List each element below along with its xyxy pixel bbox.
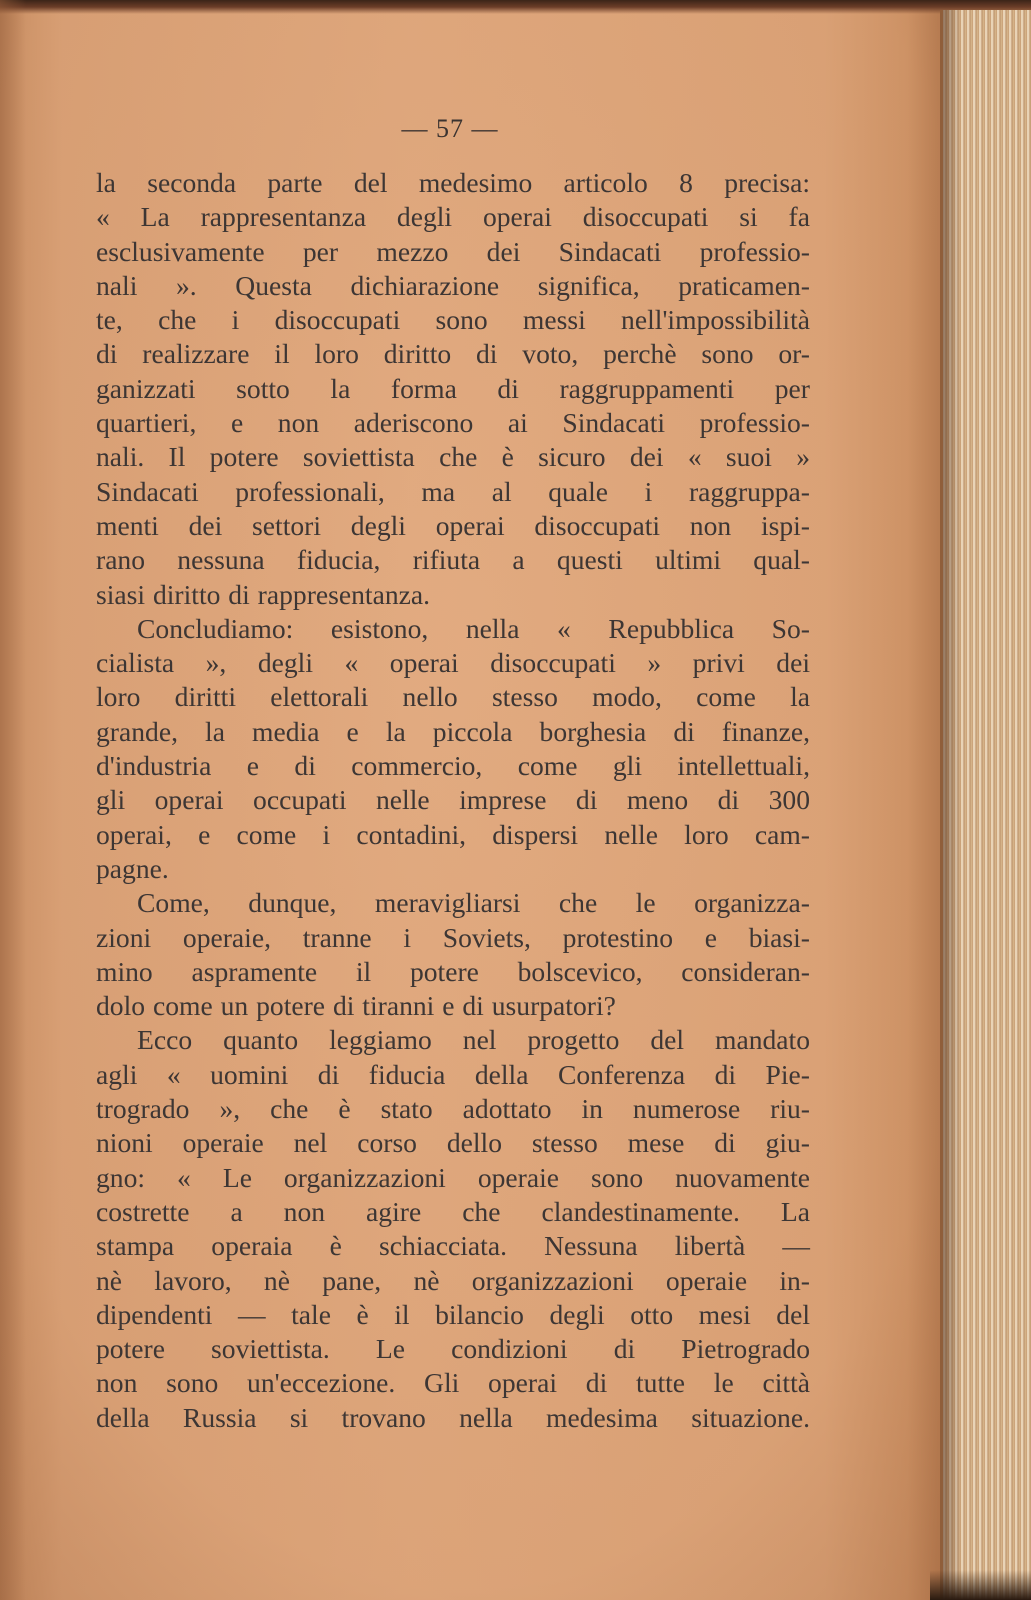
text-line: della Russia si trovano nella medesima situazione. — [96, 1401, 810, 1433]
text-line: Ecco quanto leggiamo nel progetto del mandato — [137, 1024, 810, 1056]
page-edges — [940, 10, 1031, 1600]
text-line: non sono un'eccezione. Gli operai di tutte le città — [96, 1367, 810, 1399]
text-line: nali ». Questa dichiarazione significa, praticamen- — [96, 269, 810, 301]
text-line: nali. Il potere soviettista che è sicuro dei « suoi » — [96, 441, 810, 473]
top-edge-shadow — [0, 0, 1031, 14]
text-line: potere soviettista. Le condizioni di Pietrogrado — [96, 1333, 810, 1365]
text-line: loro diritti elettorali nello stesso modo, come la — [96, 681, 810, 713]
text-line: pagne. — [96, 852, 169, 884]
text-line: mino aspramente il potere bolscevico, consideran- — [96, 955, 810, 987]
text-line: la seconda parte del medesimo articolo 8 precisa: — [96, 167, 810, 198]
text-line: dolo come un potere di tiranni e di usurpatori? — [96, 990, 616, 1022]
text-line: menti dei settori degli operai disoccupati non ispi- — [96, 509, 810, 541]
text-line: costrette a non agire che clandestinamente. La — [96, 1195, 810, 1227]
text-line: zioni operaie, tranne i Soviets, protestino e biasi- — [96, 921, 810, 953]
text-line: quartieri, e non aderiscono ai Sindacati professio- — [96, 407, 810, 439]
text-line: dipendenti — tale è il bilancio degli otto mesi del — [96, 1298, 810, 1330]
text-line: Sindacati professionali, ma al quale i raggruppa- — [96, 475, 810, 507]
text-line: cialista », degli « operai disoccupati » privi dei — [96, 647, 810, 679]
page-number: — 57 — — [401, 114, 499, 143]
body-text — [96, 166, 810, 1435]
text-line: « La rappresentanza degli operai disoccupati si fa — [96, 201, 810, 233]
text-line: nioni operaie nel corso dello stesso mese di giu- — [96, 1127, 810, 1159]
text-line: agli « uomini di fiducia della Conferenza di Pie- — [96, 1058, 810, 1090]
text-line: gno: « Le organizzazioni operaie sono nuovamente — [96, 1161, 810, 1193]
text-line: d'industria e di commercio, come gli intellettuali, — [96, 750, 810, 782]
text-line: siasi diritto di rappresentanza. — [96, 578, 431, 610]
text-line: trogrado », che è stato adottato in numerose riu- — [96, 1093, 810, 1125]
text-line: Concludiamo: esistono, nella « Repubblica So- — [137, 612, 810, 644]
page-stack-shadow — [930, 1570, 1031, 1600]
text-line: te, che i disoccupati sono messi nell'impossibilità — [96, 304, 810, 336]
text-line: esclusivamente per mezzo dei Sindacati professio- — [96, 235, 810, 267]
text-line: gli operai occupati nelle imprese di meno di 300 — [96, 784, 810, 816]
text-line: di realizzare il loro diritto di voto, perchè sono or- — [96, 338, 810, 370]
text-line: Come, dunque, meravigliarsi che le organizza- — [137, 887, 810, 919]
binding-shadow — [0, 0, 26, 1600]
text-line: grande, la media e la piccola borghesia di finanze, — [96, 715, 810, 747]
text-line: ganizzati sotto la forma di raggruppamenti per — [96, 372, 810, 404]
text-line: operai, e come i contadini, dispersi nelle loro cam- — [96, 818, 810, 850]
text-line: stampa operaia è schiacciata. Nessuna libertà — — [96, 1230, 810, 1262]
text-line: nè lavoro, nè pane, nè organizzazioni operaie in- — [96, 1264, 810, 1296]
text-line: rano nessuna fiducia, rifiuta a questi ultimi qual- — [96, 544, 810, 576]
